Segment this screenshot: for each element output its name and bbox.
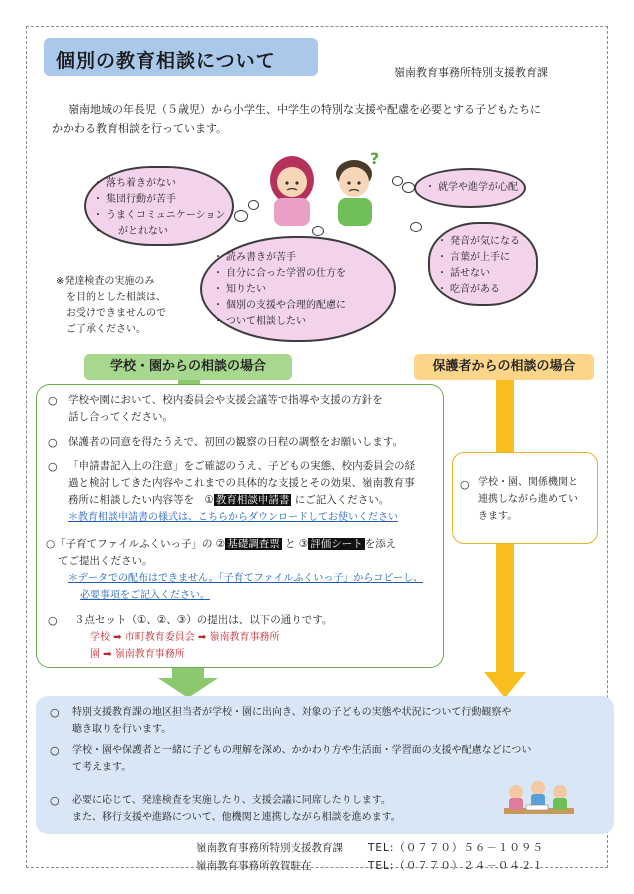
school-step-1 (68, 392, 428, 426)
department-label: 嶺南教育事務所特別支援教育課 (394, 66, 548, 79)
intro-line-1: 嶺南地域の年長児（５歳児）から小学生、中学生の特別な支援や配慮を必要とする子どもたちに (68, 103, 541, 116)
contact-tel: TEL:（０７７０）２４－０４２１ (368, 860, 544, 872)
bullet-mark: ○ (48, 614, 58, 627)
parent-step-line: 連携しながら進めてい (478, 494, 578, 505)
concern-item: ・ うまくコミュニケーション (96, 208, 236, 224)
school-step-4: ○「子育てファイルふくいっ子」の ② 基礎調査票 と ③ 評価シート を添え てご提出ください。 ＊データでの配布はできません。「子育てファイルふくいっ子」からコピーし、 必要事項をご記入ください。 (46, 536, 438, 604)
parent-consult-tag: 保護者からの相談の場合 (414, 354, 594, 380)
note-line: ご了承ください。 (66, 324, 146, 335)
bullet-mark: ○ (50, 706, 60, 719)
support-step-2-line: て考えます。 (72, 762, 132, 773)
school-step-1-line: 話し合ってください。 (68, 411, 173, 423)
concern-item: ・ 読み書きが苦手 (216, 250, 396, 266)
concern-item: ・ 自分に合った学習の仕方を (216, 266, 396, 282)
contact-tel: TEL:（０７７０）５６－１０９５ (368, 842, 544, 854)
concern-item: ・ 吃音がある (440, 282, 536, 298)
parent-arrow-stem (496, 380, 514, 452)
bullet-mark: ○ (48, 394, 58, 407)
form-download-link[interactable]: ＊教育相談申請書の様式は、こちらからダウンロードしてお使いください (68, 512, 398, 523)
parent-step-line: 学校・園、関係機関と (478, 477, 578, 488)
school-step-5 (74, 612, 434, 663)
contact-name: 嶺南教育事務所特別支援教育課 (196, 842, 343, 854)
school-step-3-line: 「申請書記入上の注意」をご確認のうえ、子どもの実態、校内委員会の経 (68, 460, 416, 472)
svg-text:?: ? (370, 150, 380, 168)
bullet-mark: ○ (48, 460, 58, 473)
bullet-mark: ○ (50, 794, 60, 807)
support-step-3-line: 必要に応じて、発達検査を実施したり、支援会議に同席したりします。 (72, 795, 391, 806)
concern-item: ・ 集団行動が苦手 (96, 192, 236, 208)
note-line: ※発達検査の実施のみ (56, 276, 155, 287)
note-line: を目的とした相談は、 (66, 292, 166, 303)
bullet-mark: ○ (48, 436, 58, 449)
parent-arrow-down (484, 672, 526, 698)
concern-item: ・ ついて相談したい (216, 314, 396, 330)
route-school: 学校 ➡ 市町教育委員会 ➡ 嶺南教育事務所 (90, 632, 280, 643)
evaluation-sheet-label: 評価シート (310, 538, 363, 550)
data-notice-link-2[interactable]: 必要事項をご記入ください。 (80, 590, 210, 601)
support-step-3 (72, 792, 512, 826)
concern-item: ・ 発音が気になる (440, 234, 536, 250)
school-arrow-down (158, 668, 218, 698)
school-step-2: 保護者の同意を得たうえで、初回の観察の日程の調整をお願いします。 (68, 436, 403, 448)
support-step-2-line: 学校・園や保護者と一緒に子どもの理解を深め、かかわり方や生活面・学習面の支援や配慮などについ (72, 745, 532, 756)
route-kindergarten: 園 ➡ 嶺南教育事務所 (90, 649, 185, 660)
support-step-3-line: また、移行支援や進路について、他機関と連携しながら相談を進めます。 (72, 812, 401, 823)
school-step-3-line: 過と検討してきた内容やこれまでの具体的な支援とその効果、嶺南教育事 (68, 477, 415, 489)
data-notice-link[interactable]: ＊データでの配布はできません。「子育てファイルふくいっ子」からコピーし、 (68, 573, 423, 584)
school-step-1-line: 学校や園において、校内委員会や支援会議等で指導や支援の方針を (68, 394, 383, 406)
meeting-illustration (500, 776, 578, 828)
concern-item: ・ 落ち着きがない (96, 176, 236, 192)
basic-survey-label: 基礎調査票 (227, 538, 280, 550)
school-step-3-line: 務所に相談したい内容等を ① 教育相談申請書 にご記入ください。 (68, 494, 390, 506)
parent-arrow-stem-lower (496, 544, 514, 672)
support-step-1 (72, 704, 592, 738)
support-step-2 (72, 742, 592, 776)
concern-item: ・ 知りたい (216, 282, 396, 298)
intro-line-2: かかわる教育相談を行っています。 (52, 122, 228, 135)
concern-item: ・ 言葉が上手に (440, 250, 536, 266)
support-step-1-line: 聴き取りを行います。 (72, 724, 172, 735)
bullet-mark: ○ (50, 744, 60, 757)
application-form-label: 教育相談申請書 (215, 494, 290, 506)
concern-item: ・ 就学や進学が心配 (428, 180, 528, 196)
school-consult-tag: 学校・園からの相談の場合 (84, 354, 292, 380)
school-step-5-line: ３点セット（①、②、③）の提出は、以下の通りです。 (74, 614, 333, 626)
parent-step-line: きます。 (478, 511, 518, 522)
concern-item: ・ 個別の支援や合理的配慮に (216, 298, 396, 314)
contact-name: 嶺南教育事務所敦賀駐在 (196, 860, 312, 872)
bullet-mark: ○ (460, 478, 470, 491)
parent-step (478, 474, 594, 525)
concern-item: ・ 話せない (440, 266, 536, 282)
school-step-4-line: てご提出ください。 (58, 555, 153, 567)
school-step-3 (68, 458, 438, 526)
concern-item: ・ がとれない (96, 224, 236, 240)
page-title: 個別の教育相談について (56, 50, 276, 72)
note-line: お受けできませんので (66, 308, 166, 319)
support-step-1-line: 特別支援教育課の地区担当者が学校・園に出向き、対象の子どもの実態や状況について行動観察や (72, 707, 512, 718)
